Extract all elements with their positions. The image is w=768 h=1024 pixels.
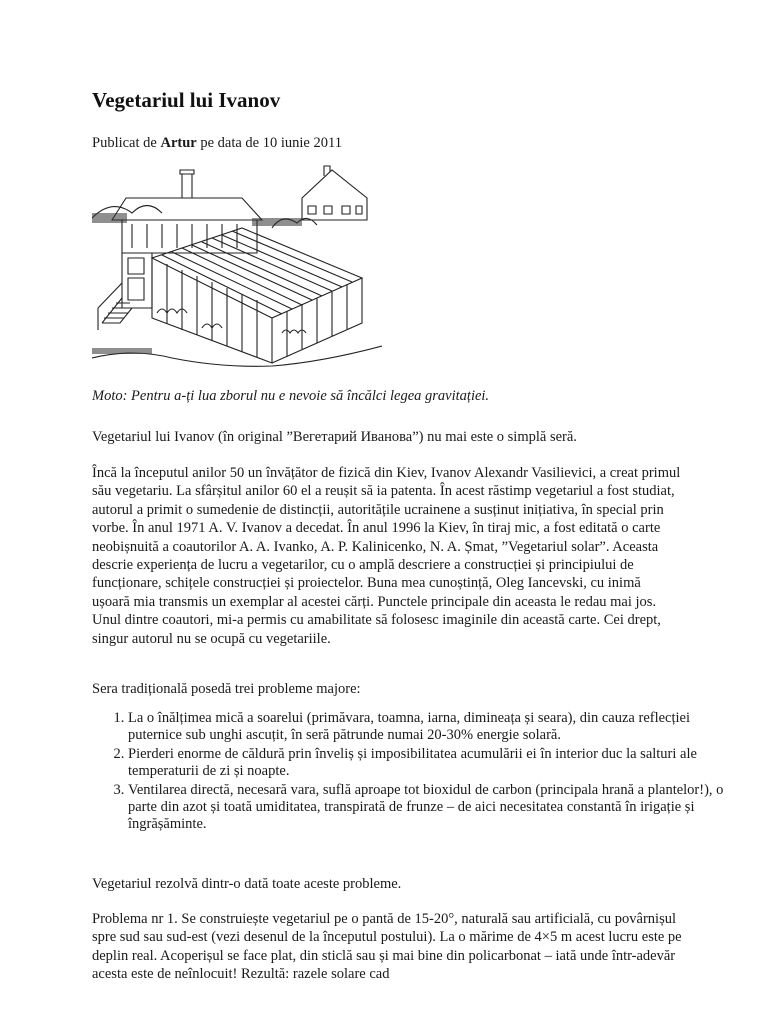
paragraph-problem-1: Problema nr 1. Se construiește vegetariul pe o pantă de 15-20°, naturală sau artificială, cu povârnișul spre sud sau sud-est (vezi desenul de la începutul postului). La o mărime de 4×5 m acest lucru este pe deplin real. Acoperișul se face plat, din sticlă sau și mai bine din policarbonat – iată unde într-adevăr acesta este de neînlocuit! Rezultă: razele solare cad (92, 911, 682, 983)
paragraph-solution: Vegetariul rezolvă dintr-o dată toate aceste probleme. (92, 876, 402, 892)
paragraph-history: Încă la începutul anilor 50 un învățător de fizică din Kiev, Ivanov Alexandr Vasilievici, a creat primul său vegetariu. La sfârșitul anilor 60 el a reușit să ia patenta. În acest răstimp vegetariul a fost studiat, autorul a primit o sumedenie de distincții, autoritățile ucrainene a susținut inițiativa, în special prin vorbe. În anul 1971 A. V. Ivanov a decedat. În anul 1996 la Kiev, în tiraj mic, a fost editată o carte neobișnuită a coautorilor A. A. Ivanko, A. P. Kalinicenko, N. A. Șmat, ”Vegetariul solar”. Aceasta descrie experiența de lucru a vegetarilor, cu o amplă descriere a construcției și principiului de funcționare, schițele construcției și proiectelor. Buna mea cunoștință, Oleg Iancevski, cu inimă ușoară mia transmis un exemplar al acestei cărți. Punctele principale din aceasta le redau mai jos. Unul dintre coautori, mi-a permis cu amabilitate să folosesc imaginile din această carte. Cei drept, singur autorul nu se ocupă cu vegetariile. (92, 465, 681, 647)
list-item: 2. Pierderi enorme de căldură prin înveliș și imposibilitatea acumulării ei în interior duc la salturi ale temperaturii de zi și noapte. (128, 746, 728, 781)
list-item: 3. Ventilarea directă, necesară vara, suflă aproape tot bioxidul de carbon (principala hrană a plantelor!), o parte din azot și toată umiditatea, transpirată de frunze – de aici necesitatea constantă în irigație și îngrășăminte. (128, 782, 728, 834)
byline (92, 135, 692, 152)
list-item: 1. La o înălțimea mică a soarelui (primăvara, toamna, iarna, dimineața și seara), din cauza reflecției puternice sub unghi ascuțit, în seră pătrunde numai 20-30% energie solară. (128, 710, 728, 745)
problems-list (92, 710, 728, 835)
byline-date: pe data de 10 iunie 2011 (196, 135, 342, 151)
document-header (92, 88, 692, 152)
paragraph-problems-intro: Sera tradițională posedă trei probleme majore: (92, 681, 361, 697)
page-title: Vegetariul lui Ivanov (92, 88, 281, 112)
greenhouse-illustration (92, 158, 382, 378)
motto: Moto: Pentru a-ți lua zborul nu e nevoie să încălci legea gravitației. (92, 388, 490, 404)
paragraph-intro: Vegetariul lui Ivanov (în original ”Вегетарий Иванова”) nu mai este o simplă seră. (92, 429, 577, 445)
byline-author: Artur (160, 135, 197, 151)
byline-prefix: Publicat de (92, 135, 161, 151)
